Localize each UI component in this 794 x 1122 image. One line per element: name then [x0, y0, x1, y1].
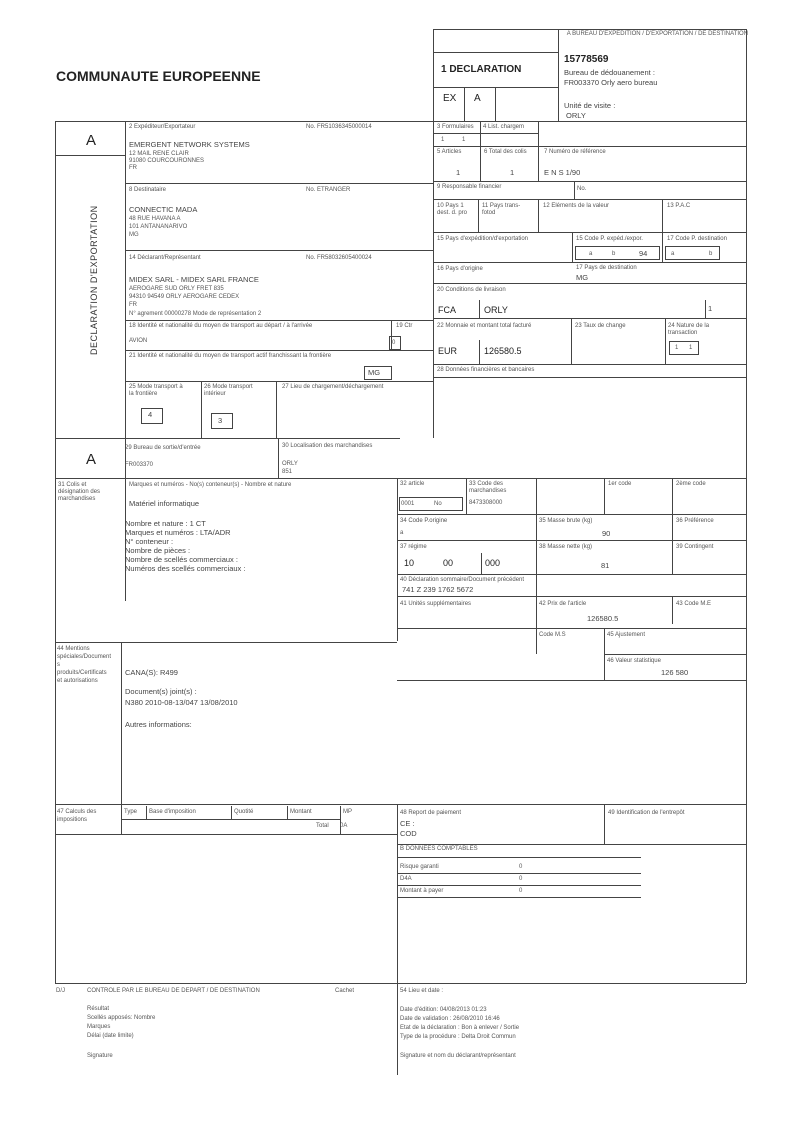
- box25-value: 4: [148, 410, 153, 419]
- d4a-label: D4A: [400, 876, 412, 882]
- box24-value-1: 1: [675, 345, 679, 351]
- box20-value-1: FCA: [438, 305, 456, 315]
- declarant-name: MIDEX SARL - MIDEX SARL FRANCE: [129, 275, 259, 284]
- calc-type-header: Type: [124, 809, 138, 815]
- box42-label: 42 Prix de l'article: [539, 601, 587, 607]
- exporter-label: 2 Expéditeur/Exportateur: [129, 124, 196, 130]
- declarant-no: No. FR58032605400024: [306, 255, 372, 261]
- signature-label: Signature: [87, 1053, 113, 1059]
- box44-label-b: spéciales/Document: [57, 654, 112, 660]
- box7-value: E N S 1/90: [544, 168, 581, 177]
- exporter-no: No. FR51036345000014: [306, 124, 372, 130]
- box23-label: 23 Taux de change: [575, 323, 626, 329]
- box26-label: 26 Mode transport: [204, 384, 253, 390]
- box43-label: 43 Code M.E: [676, 601, 712, 607]
- declaration-type-2: A: [474, 93, 481, 104]
- box49-label: 49 Identification de l'entrepôt: [608, 810, 685, 816]
- letter-a: A: [86, 132, 97, 149]
- box41-label: 41 Unités supplémentaires: [400, 601, 472, 607]
- declarant-signature: Signature et nom du déclarant/représentant: [400, 1053, 516, 1059]
- box48-value-1: CE :: [400, 819, 415, 828]
- box7-label: 7 Numéro de référence: [544, 149, 606, 155]
- calc-total-value: 0A: [340, 823, 348, 829]
- declarant-country: FR: [129, 302, 137, 308]
- box13-label: 13 P.A.C: [667, 203, 691, 209]
- box11-label: 11 Pays trans-: [482, 203, 521, 209]
- box29-value: FR003370: [125, 462, 154, 468]
- goods-line-5: Nombre de scellés commerciaux :: [125, 555, 238, 564]
- box47-label-b: impositions: [57, 817, 88, 823]
- office-line-2: FR003370 Orly aero bureau: [564, 78, 658, 87]
- calc-mp-header: MP: [343, 809, 352, 815]
- goods-line-6: Numéros des scellés commerciaux :: [125, 564, 246, 573]
- office-label: A BUREAU D'EXPEDITION / D'EXPORTATION / DE DESTINATION: [566, 31, 748, 37]
- box48-value-2: COD: [400, 829, 417, 838]
- box30-value-2: 851: [282, 469, 293, 475]
- box25-label: 25 Mode transport à: [129, 384, 183, 390]
- box19-value: 0: [392, 340, 396, 346]
- box24-frame: [669, 341, 699, 355]
- box37-value-3: 000: [485, 558, 501, 568]
- box3-label: 3 Formulaires: [437, 124, 474, 130]
- exporter-country: FR: [129, 165, 137, 171]
- box37-value-2: 00: [443, 558, 454, 568]
- box20-value-3: 1: [708, 304, 713, 313]
- box15a-b: b: [612, 251, 616, 257]
- box32-no: No: [434, 501, 442, 507]
- box42-value: 126580.5: [587, 614, 619, 623]
- box44-label-c: s: [57, 662, 60, 668]
- box21-label: 21 Identité et nationalité du moyen de transport actif franchissant la frontière: [129, 353, 332, 359]
- box26-label-b: intérieur: [204, 391, 226, 397]
- documents-value: N380 2010-08-13/047 13/08/2010: [125, 698, 238, 707]
- box15a-a: a: [589, 251, 593, 257]
- declaration-label: 1 DECLARATION: [441, 64, 522, 75]
- box31-header: Marques et numéros - No(s) conteneur(s) - Nombre et nature: [129, 482, 292, 488]
- office-line-1: Bureau de dédouanement :: [564, 68, 655, 77]
- box3-value-2: 1: [462, 137, 466, 143]
- box15a-value: 94: [639, 249, 648, 258]
- edit-date: Date d'édition: 04/08/2013 01:23: [400, 1007, 487, 1013]
- amount-due-label: Montant à payer: [400, 888, 444, 894]
- box22-currency: EUR: [438, 346, 458, 356]
- box39-label: 39 Contingent: [676, 544, 714, 550]
- box11-label-b: fotod: [482, 210, 496, 216]
- box54-label: 54 Lieu et date :: [400, 988, 444, 994]
- box46-label: 46 Valeur statistique: [607, 658, 661, 664]
- box15-label: 15 Pays d'expédition/d'exportation: [437, 236, 529, 242]
- box36-label: 36 Préférence: [676, 518, 714, 524]
- box17b-label: 17 Pays de destination: [576, 265, 637, 271]
- cana-code: CANA(S): R499: [125, 668, 178, 677]
- consignee-no: No. ETRANGER: [306, 187, 351, 193]
- box4-label: 4 List. chargem: [483, 124, 525, 130]
- calc-montant-header: Montant: [290, 809, 312, 815]
- consignee-label: 8 Destinataire: [129, 187, 167, 193]
- validation-date: Date de validation : 26/08/2010 16:46: [400, 1016, 500, 1022]
- exporter-name: EMERGENT NETWORK SYSTEMS: [129, 140, 250, 149]
- goods-description: Matériel informatique: [129, 499, 200, 508]
- code-ms-label: Code M.S: [539, 632, 566, 638]
- stamp-label: Cachet: [335, 988, 355, 994]
- goods-line-3: N° conteneur :: [125, 537, 174, 546]
- box48-label: 48 Report de paiement: [400, 810, 462, 816]
- risk-label: Risque garanti: [400, 864, 439, 870]
- box33-label: 33 Code des: [469, 481, 504, 487]
- box30-label: 30 Localisation des marchandises: [282, 443, 373, 449]
- box38-value: 81: [601, 561, 610, 570]
- box37-value-1: 10: [404, 558, 415, 568]
- procedure-type: Type de la procédure : Delta Droit Commun: [400, 1034, 516, 1040]
- consignee-name: CONNECTIC MADA: [129, 205, 198, 214]
- box34-label: 34 Code P.origine: [400, 518, 448, 524]
- box30-value-1: ORLY: [282, 461, 298, 467]
- control-label: CONTROLE PAR LE BUREAU DE DEPART / DE DESTINATION: [87, 988, 260, 994]
- unit-value: ORLY: [566, 111, 586, 120]
- calc-base-header: Base d'imposition: [149, 809, 196, 815]
- box17b-value: MG: [576, 273, 589, 282]
- box29-label: 29 Bureau de sortie/d'entrée: [125, 445, 201, 451]
- box3-value-1: 1: [441, 137, 445, 143]
- box18-label: 18 Identité et nationalité du moyen de transport au départ / à l'arrivée: [129, 323, 313, 329]
- box34-value: a: [400, 530, 404, 536]
- seals-label: Scellés apposés: Nombre: [87, 1015, 156, 1021]
- box37-label: 37 régime: [400, 544, 427, 550]
- declarant-addr1: AEROGARE SUD ORLY FRET 835: [129, 286, 224, 292]
- declarant-addr2: 94310 94549 ORLY AEROGARE CEDEX: [129, 294, 240, 300]
- box20-label: 20 Conditions de livraison: [437, 287, 506, 293]
- box16-label: 16 Pays d'origine: [437, 266, 483, 272]
- d4a-value: 0: [519, 876, 523, 882]
- box24-label-b: transaction: [668, 330, 698, 336]
- vertical-title: DECLARATION D'EXPORTATION: [89, 205, 99, 355]
- consignee-addr1: 48 RUE HAVANA A: [129, 216, 181, 222]
- box38-label: 38 Masse nette (kg): [539, 544, 593, 550]
- declaration-status: Etat de la déclaration : Bon à enlever / Sortie: [400, 1025, 520, 1031]
- box17-label: 17 Code P. destination: [667, 236, 727, 242]
- goods-line-4: Nombre de pièces :: [125, 546, 191, 555]
- mrn-number: 15778569: [564, 54, 609, 65]
- consignee-addr2: 101 ANTANANARIVO: [129, 224, 188, 230]
- box44-label-e: et autorisations: [57, 678, 98, 684]
- box35-label: 35 Masse brute (kg): [539, 518, 593, 524]
- box31-label-b: désignation des: [58, 489, 101, 495]
- box17-a: a: [671, 251, 675, 257]
- exporter-addr2: 91080 COURCOURONNES: [129, 158, 205, 164]
- declarant-label: 14 Déclarant/Représentant: [129, 255, 201, 261]
- box26-value: 3: [218, 416, 223, 425]
- box6-label: 6 Total des colis: [484, 149, 527, 155]
- box45-label: 45 Ajustement: [607, 632, 646, 638]
- goods-line-1: Nombre et nature : 1 CT: [125, 519, 206, 528]
- box19-label: 19 Ctr: [396, 323, 413, 329]
- box12-label: 12 Eléments de la valeur: [543, 203, 610, 209]
- box32-value: 0001: [401, 501, 415, 507]
- exporter-addr1: 12 MAIL RENE CLAIR: [129, 151, 189, 157]
- box40-label: 40 Déclaration sommaire/Document précédent: [400, 577, 525, 583]
- box10-label: 10 Pays 1: [437, 203, 464, 209]
- box44-label-d: produits/Certificats: [57, 670, 107, 676]
- box28-label: 28 Données financières et bancaires: [437, 367, 535, 373]
- consignee-country: MG: [129, 232, 139, 238]
- box21-value: MG: [368, 368, 381, 377]
- box17-b: b: [709, 251, 713, 257]
- box22-label: 22 Monnaie et montant total facturé: [437, 323, 532, 329]
- box32-label: 32 article: [400, 481, 425, 487]
- calc-quotite-header: Quotité: [234, 809, 254, 815]
- box5-value: 1: [456, 168, 461, 177]
- box31-label-c: marchandises: [58, 496, 96, 502]
- box24-value-2: 1: [689, 345, 693, 351]
- deadline-label: Délai (date limite): [87, 1033, 134, 1039]
- box33-label-b: marchandises: [469, 488, 507, 494]
- code-2-label: 2ème code: [676, 481, 706, 487]
- box24-label: 24 Nature de la: [668, 323, 710, 329]
- box10-label-b: dest. d. pro: [437, 210, 468, 216]
- box33-value: 8473308000: [469, 500, 503, 506]
- page-title: COMMUNAUTE EUROPEENNE: [56, 68, 261, 84]
- box40-value: 741 Z 239 1762 5672: [402, 585, 474, 594]
- unit-label: Unité de visite :: [564, 101, 616, 110]
- letter-a-2: A: [86, 451, 97, 468]
- box15a-label: 15 Code P. expéd./expor.: [576, 236, 643, 242]
- box9-no: No.: [577, 186, 587, 192]
- footer-dj: D/J: [56, 988, 65, 994]
- result-label: Résultat: [87, 1006, 110, 1012]
- box47-label: 47 Calculs des: [57, 809, 97, 815]
- accounting-label: B DONNEES COMPTABLES: [400, 846, 478, 852]
- box31-label: 31 Colis et: [58, 482, 87, 488]
- box25-label-b: la frontière: [129, 391, 158, 397]
- documents-label: Document(s) joint(s) :: [125, 687, 197, 696]
- risk-value: 0: [519, 864, 523, 870]
- marks-label: Marques: [87, 1024, 111, 1030]
- box27-label: 27 Lieu de chargement/déchargement: [282, 384, 384, 390]
- calc-total-label: Total: [316, 823, 329, 829]
- box5-label: 5 Articles: [437, 149, 462, 155]
- box35-value: 90: [602, 529, 611, 538]
- goods-line-2: Marques et numéros : LTA/ADR: [125, 528, 231, 537]
- box20-value-2: ORLY: [484, 305, 508, 315]
- box18-value: AVION: [129, 338, 148, 344]
- box46-value: 126 580: [661, 668, 689, 677]
- other-info-label: Autres informations:: [125, 720, 192, 729]
- declarant-agrement: N° agrement 00000278 Mode de représentation 2: [129, 311, 262, 317]
- declaration-type: EX: [443, 93, 457, 104]
- code-1-label: 1er code: [608, 481, 632, 487]
- amount-due-value: 0: [519, 888, 523, 894]
- box44-label-a: 44 Mentions: [57, 646, 90, 652]
- box6-value: 1: [510, 168, 515, 177]
- box9-label: 9 Responsable financier: [437, 184, 502, 190]
- box22-amount: 126580.5: [484, 346, 522, 356]
